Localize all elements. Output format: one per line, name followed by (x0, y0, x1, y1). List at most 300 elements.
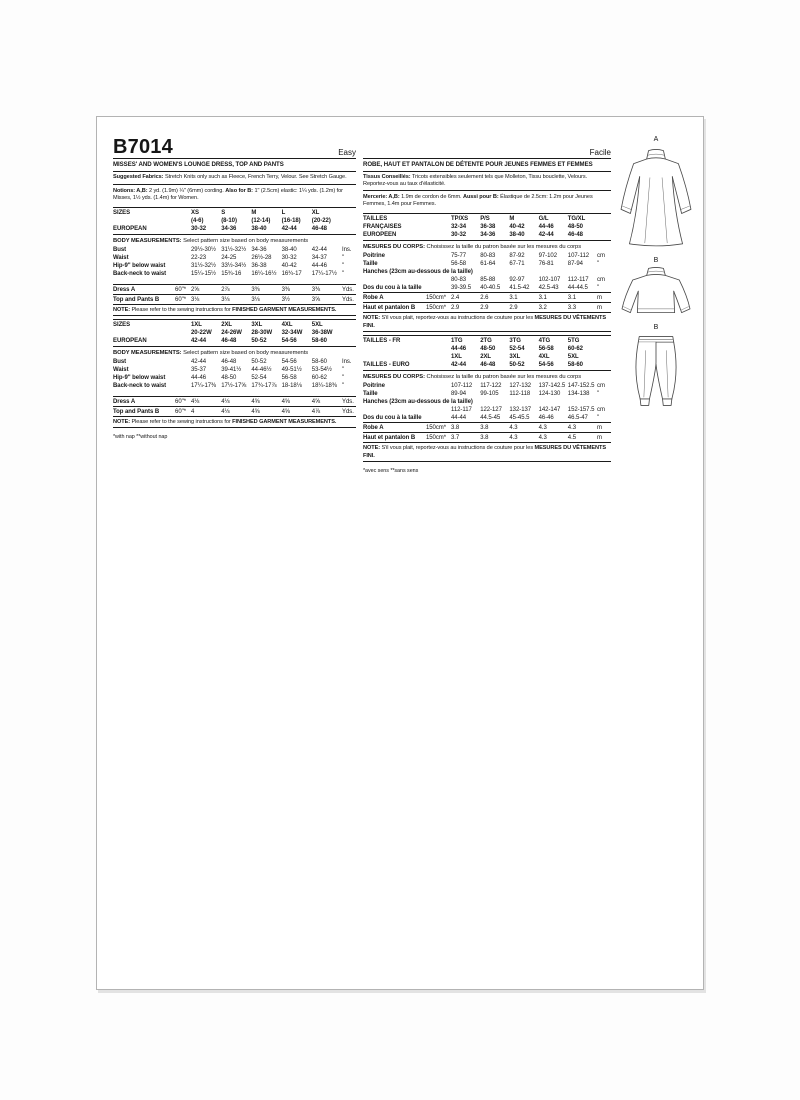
value-cell: 48-50 (221, 375, 237, 381)
value-cell: 3XL (509, 354, 521, 360)
value-cell: 15¾-16 (221, 271, 242, 277)
table-body-row (113, 366, 356, 374)
value-cell: 2⅝ (191, 286, 200, 293)
row-label: EUROPEAN (113, 226, 147, 232)
notions-text-1: 2 yd. (1.9m) ¼" (6mm) cording. (147, 188, 226, 194)
table-body-row (113, 374, 356, 382)
row-label: TAILLES (363, 216, 388, 222)
value-cell: 3.7 (451, 434, 460, 441)
notions-french (363, 191, 611, 210)
value-cell: 44-46 (311, 263, 327, 269)
table-section-row (363, 241, 611, 252)
unit-cell: m (597, 294, 602, 301)
value-cell: 97-102 (538, 253, 557, 259)
table-yardage-row (363, 302, 611, 312)
garment-title-english: MISSES' AND WOMEN'S LOUNGE DRESS, TOP AND PANTS (113, 159, 356, 172)
row-label: Hanches (23cm au-dessous de la taille) (363, 269, 473, 275)
table-body-row (113, 262, 356, 270)
header-row-french (363, 133, 611, 159)
value-cell: 58-60 (311, 338, 327, 344)
value-cell: 58-60 (567, 362, 583, 368)
value-cell: 4 (191, 408, 195, 415)
value-cell: 5TG (567, 338, 580, 344)
row-label-cell (363, 424, 449, 432)
value-cell: 24-26W (221, 330, 242, 336)
fabric-width-label: 150cm* (425, 434, 446, 441)
table-section-row (363, 371, 611, 382)
womens-size-table (113, 319, 356, 428)
mercerie-also-label: Aussi pour B: (462, 194, 499, 200)
value-cell: (20-22) (311, 218, 331, 224)
table-header-row (363, 361, 611, 371)
value-cell: 3.8 (480, 434, 489, 441)
row-label: Top and Pants B (113, 296, 160, 303)
value-cell: 39-41½ (221, 367, 242, 373)
notions-english (113, 185, 356, 204)
value-cell: 46.5-47 (567, 415, 588, 421)
value-cell: 147-152.5 (567, 383, 595, 389)
unit-cell: cm (597, 277, 605, 283)
unit-cell: " (597, 415, 600, 421)
table-body-row (363, 406, 611, 414)
value-cell: 1XL (191, 322, 202, 328)
mercerie-text-2: Élastique de 2.5cm: 1.2m pour Jeunes Femmes, 1.4m pour Femmes. (363, 194, 593, 207)
section-text: S'il vous plait, reportez-vous au instructions de couture pour les (380, 315, 535, 321)
row-label: FRANÇAISES (363, 224, 402, 230)
table-section-row (113, 347, 356, 358)
table-body-row (113, 254, 356, 262)
value-cell: 50-52 (509, 362, 525, 368)
row-label: Poitrine (363, 253, 385, 259)
value-cell: 42-44 (281, 226, 297, 232)
value-cell: 46-48 (221, 338, 237, 344)
section-text: Please refer to the sewing instructions for (130, 419, 233, 425)
value-cell: 3.8 (451, 424, 460, 431)
table-note-row (113, 304, 356, 316)
value-cell: 2.6 (480, 294, 489, 301)
value-cell: 2TG (480, 338, 492, 344)
value-cell: L (281, 210, 286, 216)
value-cell: 20-22W (191, 330, 212, 336)
value-cell: 76-81 (538, 261, 554, 267)
row-label: EUROPEAN (113, 338, 147, 344)
value-cell: 4⅛ (221, 408, 230, 415)
row-label: Dress A (113, 398, 136, 405)
row-label: Robe A (363, 294, 384, 301)
value-cell: 89-94 (451, 391, 467, 397)
value-cell: 46-48 (567, 232, 583, 238)
table-body-row (363, 276, 611, 284)
value-cell: 17¼-17½ (311, 271, 337, 277)
value-cell: 112-118 (509, 391, 531, 397)
value-cell: M (509, 216, 515, 222)
notions-also-label: Also for B: (225, 188, 253, 194)
value-cell: S (221, 210, 226, 216)
value-cell: 2⅞ (221, 286, 230, 293)
value-cell: 60-62 (311, 375, 327, 381)
value-cell: 49-51½ (281, 367, 302, 373)
value-cell: 50-52 (251, 338, 267, 344)
value-cell: 134-138 (567, 391, 590, 397)
table-body-row (363, 414, 611, 422)
table-header-row (363, 231, 611, 241)
section-bold-text: BODY MEASUREMENTS: (113, 350, 182, 356)
row-label-cell (113, 262, 189, 270)
table-header-row (113, 225, 356, 235)
row-label: EUROPÉEN (363, 232, 397, 238)
table-section-row (113, 235, 356, 246)
table-body-row (113, 382, 356, 390)
value-cell: 3⅛ (221, 296, 230, 303)
row-label: Back-neck to waist (113, 383, 167, 389)
value-cell: 4⅛ (221, 398, 230, 405)
value-cell: 3½ (281, 296, 290, 303)
unit-cell: Yds. (342, 398, 354, 405)
value-cell: 40-42 (281, 263, 297, 269)
header-row-english (113, 133, 356, 159)
value-cell: 35-37 (191, 367, 207, 373)
value-cell: 41.5-42 (509, 285, 530, 291)
pattern-number: B7014 (113, 136, 173, 158)
value-cell: 40-40.5 (480, 285, 501, 291)
value-cell: 16¾-17 (281, 271, 302, 277)
value-cell: 3.3 (567, 304, 576, 311)
value-cell: 4.3 (538, 424, 547, 431)
value-cell: 33½-34½ (221, 263, 247, 269)
table-header-row (363, 345, 611, 353)
section-text: Select pattern size based on body measurements (181, 350, 309, 356)
value-cell: 3⅛ (251, 296, 260, 303)
value-cell: 87-94 (567, 261, 583, 267)
unit-cell: cm (597, 407, 605, 413)
row-label: Back-neck to waist (113, 271, 167, 277)
fabric-width-label: 150cm* (425, 424, 446, 431)
value-cell: 42-44 (191, 359, 207, 365)
value-cell: 44-46½ (251, 367, 272, 373)
row-label: Robe A (363, 424, 384, 431)
unit-cell: Yds. (342, 286, 354, 293)
value-cell: 2XL (480, 354, 492, 360)
value-cell: 112-117 (451, 407, 472, 413)
value-cell: 40-42 (509, 224, 525, 230)
value-cell: 52-54 (251, 375, 267, 381)
value-cell: 3TG (509, 338, 521, 344)
value-cell: 50-52 (251, 359, 267, 365)
value-cell: XS (191, 210, 199, 216)
row-label-cell (113, 366, 189, 374)
table-body-row (363, 382, 611, 390)
table-body-row (363, 252, 611, 260)
view-a-label: A (653, 136, 659, 143)
value-cell: 30-32 (451, 232, 467, 238)
section-text: Choisissez la taille du patron basée sur les mesures du corps (424, 244, 582, 250)
table-note-row (363, 312, 611, 332)
row-label: Poitrine (363, 383, 385, 389)
table-yardage-row (113, 284, 356, 294)
pants-b-illustration (615, 332, 697, 410)
value-cell: 112-117 (567, 277, 589, 283)
row-label: SIZES (113, 210, 131, 216)
unit-cell: " (342, 271, 345, 277)
unit-cell: Ins. (342, 247, 352, 253)
value-cell: 17½-17⅝ (221, 383, 247, 389)
value-cell: 26½-28 (251, 255, 272, 261)
section-text: Choisissez la taille du patron basée sur les mesures du corps (424, 374, 582, 380)
value-cell: (8-10) (221, 218, 237, 224)
value-cell: 92-97 (509, 277, 525, 283)
row-label: Dress A (113, 286, 136, 293)
value-cell: 4⅞ (311, 408, 321, 415)
unit-cell: " (342, 375, 345, 381)
section-bold-text: NOTE: (363, 445, 381, 451)
section-bold-text: MESURES DU VÊTEMENTS FINI. (363, 315, 606, 329)
unit-cell: cm (597, 253, 605, 259)
value-cell: 4.3 (567, 424, 576, 431)
value-cell: M (251, 210, 257, 216)
row-label: Hip-9" below waist (113, 375, 166, 381)
value-cell: 132-137 (509, 407, 532, 413)
section-bold-text: NOTE: (113, 307, 131, 313)
row-label: TAILLES - FR (363, 338, 401, 344)
unit-cell: " (597, 285, 600, 291)
fabrics-text: Stretch Knits only such as Fleece, French Terry, Velour. See Stretch Gauge. (163, 174, 347, 180)
table-body-row (113, 270, 356, 278)
value-cell: 42.5-43 (538, 285, 559, 291)
section-bold-text: FINISHED GARMENT MEASUREMENTS. (232, 419, 337, 425)
value-cell: 2.9 (480, 304, 489, 311)
value-cell: 54-56 (281, 359, 297, 365)
table-header-row (363, 215, 611, 223)
value-cell: 3⅛ (191, 296, 200, 303)
section-text: S'il vous plait, reportez-vous au instructions de couture pour les (380, 445, 535, 451)
suggested-fabrics-english (113, 172, 356, 185)
value-cell: 46-48 (311, 226, 327, 232)
value-cell: 85-88 (480, 277, 496, 283)
value-cell: 4⅝ (251, 408, 260, 415)
unit-cell: Ins. (342, 359, 352, 365)
table-header-row (113, 329, 356, 337)
garment-illustrations (613, 133, 699, 410)
value-cell: 34-37 (311, 255, 327, 261)
value-cell: 107-112 (567, 253, 590, 259)
row-label-cell (113, 296, 189, 304)
value-cell: 102-107 (538, 277, 561, 283)
value-cell: 5XL (567, 354, 579, 360)
value-cell: 56-58 (281, 375, 297, 381)
value-cell: 4⅝ (311, 398, 321, 405)
value-cell: 34-36 (251, 247, 267, 253)
table-header-row (113, 337, 356, 347)
value-cell: 38-40 (251, 226, 267, 232)
value-cell: 80-83 (451, 277, 467, 283)
value-cell: 54-56 (538, 362, 554, 368)
value-cell: 1XL (451, 354, 462, 360)
section-bold-text: MESURES DU CORPS: (363, 374, 425, 380)
table-body-row (363, 390, 611, 398)
value-cell: 3.2 (538, 304, 547, 311)
page-content (113, 133, 699, 475)
row-label-cell (363, 434, 449, 442)
row-label: Hanches (23cm au-dessous de la taille) (363, 399, 473, 405)
value-cell: 2.9 (451, 304, 460, 311)
table-yardage-row (113, 294, 356, 304)
row-label: Haut et pantalon B (363, 304, 416, 311)
row-label-cell (363, 284, 449, 292)
row-label-cell (363, 304, 449, 312)
row-label: Dos du cou à la taille (363, 285, 422, 291)
value-cell: 87-92 (509, 253, 525, 259)
value-cell: 61-64 (480, 261, 496, 267)
value-cell: 44-44.5 (567, 285, 588, 291)
row-label: Taille (363, 261, 378, 267)
value-cell: G/L (538, 216, 549, 222)
value-cell: 46-46 (538, 415, 554, 421)
unit-cell: " (342, 255, 345, 261)
value-cell: 3XL (251, 322, 263, 328)
value-cell: 3⅜ (281, 286, 290, 293)
value-cell: TG/XL (567, 216, 586, 222)
value-cell: 4⅝ (281, 398, 290, 405)
value-cell: (16-18) (281, 218, 301, 224)
table-body-row (363, 284, 611, 292)
value-cell: 36-38 (480, 224, 496, 230)
nap-footnote-french: *avec sens **sans sens (363, 468, 419, 474)
row-label-cell (113, 382, 189, 390)
unit-cell: " (342, 383, 345, 389)
table-yardage-row (113, 406, 356, 416)
table-header-row (113, 321, 356, 329)
section-bold-text: BODY MEASUREMENTS: (113, 238, 182, 244)
value-cell: 52-54 (509, 346, 525, 352)
row-label: Hip-9" below waist (113, 263, 166, 269)
table-yardage-row (363, 432, 611, 442)
row-label-cell (113, 246, 189, 254)
row-label-cell (363, 252, 449, 260)
value-cell: 36-38W (311, 330, 333, 336)
row-label: Taille (363, 391, 378, 397)
value-cell: 17¼-17⅜ (191, 383, 217, 389)
section-text: Select pattern size based on body measurements (181, 238, 309, 244)
table-note-row (363, 442, 611, 462)
value-cell: (12-14) (251, 218, 271, 224)
value-cell: P/S (480, 216, 490, 222)
row-label-cell (363, 215, 449, 223)
row-label-cell (363, 337, 449, 345)
table-header-row (363, 223, 611, 231)
row-label: Waist (113, 255, 129, 261)
view-b-top-label: B (653, 257, 659, 264)
section-bold-text: NOTE: (363, 315, 381, 321)
row-label-cell (363, 390, 449, 398)
value-cell: 3⅜ (311, 286, 321, 293)
table-note-row (113, 416, 356, 428)
table-yardage-row (113, 396, 356, 406)
row-label: Haut et pantalon B (363, 434, 416, 441)
nap-footnote-english: *with nap **without nap (113, 434, 168, 440)
value-cell: 24-25 (221, 255, 237, 261)
mercerie-text-1: 1.9m de cordon de 6mm. (399, 194, 463, 200)
table-body-row (363, 398, 611, 406)
unit-cell: Yds. (342, 408, 354, 415)
value-cell: 137-142.5 (538, 383, 566, 389)
fabrics-text-fr: Tricots extensibles seulement tels que Molleton, Tissu bouclette, Velours. Reportez-vous au taux d'élasticité. (363, 174, 588, 187)
table-header-row (363, 353, 611, 361)
row-label-cell (113, 398, 189, 406)
value-cell: 42-44 (311, 247, 327, 253)
row-label-cell (363, 223, 449, 231)
difficulty-label-english: Easy (338, 148, 356, 157)
value-cell: 4.5 (567, 434, 576, 441)
fabric-width-label: 60"* (175, 286, 186, 293)
row-label-cell (113, 209, 189, 217)
value-cell: 67-71 (509, 261, 525, 267)
table-body-row (363, 260, 611, 268)
english-column (113, 133, 356, 441)
table-yardage-row (363, 422, 611, 432)
value-cell: 2XL (221, 322, 233, 328)
value-cell: 75-77 (451, 253, 467, 259)
pattern-envelope-back-page (96, 116, 704, 990)
value-cell: 31½-32½ (191, 263, 217, 269)
garment-title-french: ROBE, HAUT ET PANTALON DE DÉTENTE POUR JEUNES FEMMES ET FEMMES (363, 159, 611, 172)
value-cell: 53-54½ (311, 367, 332, 373)
value-cell: 3.1 (509, 294, 518, 301)
value-cell: 2.4 (451, 294, 460, 301)
section-bold-text: NOTE: (113, 419, 131, 425)
value-cell: 3.1 (538, 294, 547, 301)
view-b-pants-label: B (653, 324, 659, 331)
value-cell: 42-44 (538, 232, 554, 238)
table-header-row (113, 217, 356, 225)
top-b-illustration (615, 265, 697, 323)
value-cell: 44-46 (451, 346, 467, 352)
value-cell: 15¼-15½ (191, 271, 217, 277)
french-column (363, 133, 611, 475)
value-cell: 46-48 (480, 362, 496, 368)
table-yardage-row (363, 292, 611, 302)
value-cell: 32-34W (281, 330, 303, 336)
difficulty-label-french: Facile (589, 148, 611, 157)
table-body-row (363, 268, 611, 276)
value-cell: 3.1 (567, 294, 576, 301)
notions-label: Notions: A,B: (113, 188, 148, 194)
value-cell: 48-50 (480, 346, 496, 352)
value-cell: 127-132 (509, 383, 532, 389)
value-cell: (4-6) (191, 218, 204, 224)
row-label-cell (363, 414, 449, 422)
fabric-width-label: 150cm* (425, 304, 446, 311)
fabric-width-label: 150cm* (425, 294, 446, 301)
row-label-cell (113, 358, 189, 366)
value-cell: 4⅝ (281, 408, 290, 415)
value-cell: 56-58 (451, 261, 467, 267)
row-label: Top and Pants B (113, 408, 160, 415)
section-bold-text: MESURES DU VÊTEMENTS FINI. (363, 445, 606, 459)
table-body-row (113, 246, 356, 254)
row-label-cell (113, 254, 189, 262)
value-cell: 4XL (281, 322, 293, 328)
value-cell: 80-83 (480, 253, 496, 259)
value-cell: 29½-30½ (191, 247, 217, 253)
row-label-cell (113, 374, 189, 382)
value-cell: 32-34 (451, 224, 467, 230)
value-cell: 60-62 (567, 346, 583, 352)
fabrics-label: Suggested Fabrics: (113, 174, 164, 180)
value-cell: 117-122 (480, 383, 502, 389)
value-cell: 3⅜ (251, 286, 260, 293)
unit-cell: " (342, 263, 345, 269)
value-cell: 22-23 (191, 255, 207, 261)
